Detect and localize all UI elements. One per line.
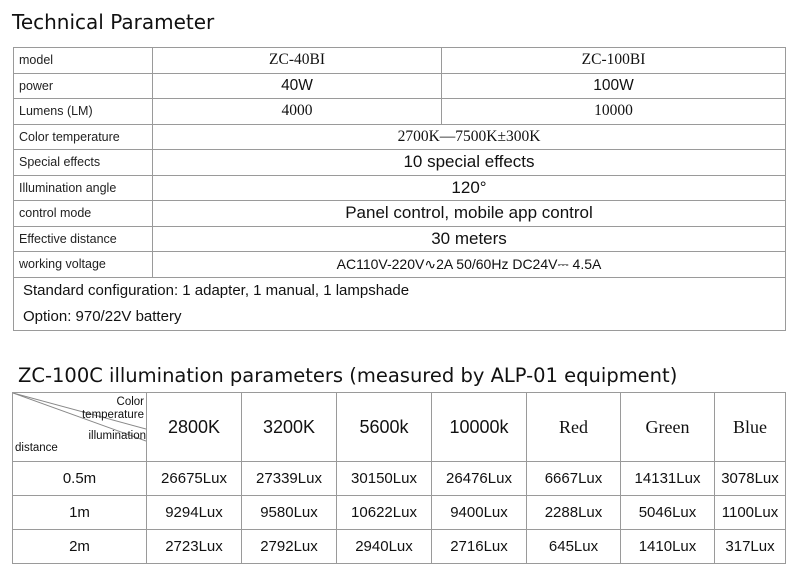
spec-value: 120° xyxy=(153,175,786,201)
table-cell: 317Lux xyxy=(715,530,786,564)
distance-cell: 0.5m xyxy=(13,462,147,496)
spec-label: Color temperature xyxy=(14,124,153,150)
table-cell: 2792Lux xyxy=(242,530,337,564)
column-header: 3200K xyxy=(242,393,337,462)
option-row xyxy=(14,304,786,331)
table-cell: 5046Lux xyxy=(621,496,715,530)
distance-cell: 2m xyxy=(13,530,147,564)
spec-row-color-temperature xyxy=(14,124,786,150)
corner-label-color-temperature: Color temperature xyxy=(81,396,144,421)
table-cell: 3078Lux xyxy=(715,462,786,496)
table-row xyxy=(13,496,786,530)
spec-row-working-voltage xyxy=(14,252,786,278)
column-header: 5600k xyxy=(337,393,432,462)
spec-label: Lumens (LM) xyxy=(14,99,153,125)
table-cell: 6667Lux xyxy=(527,462,621,496)
distance-cell: 1m xyxy=(13,496,147,530)
header-row xyxy=(13,393,786,462)
table-cell: 2288Lux xyxy=(527,496,621,530)
corner-label-distance: distance xyxy=(15,442,58,454)
table-row xyxy=(13,530,786,564)
spec-label: Special effects xyxy=(14,150,153,176)
section-title-illumination: ZC-100C illumination parameters (measured by ALP-01 equipment) xyxy=(18,364,678,387)
table-cell: 26675Lux xyxy=(147,462,242,496)
illumination-table xyxy=(12,392,786,564)
table-cell: 2723Lux xyxy=(147,530,242,564)
spec-label: working voltage xyxy=(14,252,153,278)
table-cell: 30150Lux xyxy=(337,462,432,496)
option: Option: 970/22V battery xyxy=(14,304,786,331)
spec-value-zc40: 4000 xyxy=(153,99,442,125)
spec-value-zc100: 10000 xyxy=(442,99,786,125)
column-header: Blue xyxy=(715,393,786,462)
corner-header-cell xyxy=(13,393,147,462)
column-header: 2800K xyxy=(147,393,242,462)
spec-value-zc100: 100W xyxy=(442,73,786,99)
spec-value: 2700K—7500K±300K xyxy=(153,124,786,150)
corner-label-illumination: illumination xyxy=(88,430,146,442)
standard-configuration-row xyxy=(14,277,786,304)
table-cell: 2716Lux xyxy=(432,530,527,564)
table-cell: 9294Lux xyxy=(147,496,242,530)
spec-row-lumens xyxy=(14,99,786,125)
technical-parameter-table xyxy=(13,47,786,331)
table-row xyxy=(13,462,786,496)
table-cell: 1100Lux xyxy=(715,496,786,530)
spec-row-power xyxy=(14,73,786,99)
spec-label: Illumination angle xyxy=(14,175,153,201)
column-header: 10000k xyxy=(432,393,527,462)
table-cell: 1410Lux xyxy=(621,530,715,564)
spec-value-zc100: ZC-100BI xyxy=(442,48,786,74)
spec-label: model xyxy=(14,48,153,74)
column-header: Red xyxy=(527,393,621,462)
spec-label: control mode xyxy=(14,201,153,227)
spec-row-effective-distance xyxy=(14,226,786,252)
spec-label: power xyxy=(14,73,153,99)
section-title-technical-parameter: Technical Parameter xyxy=(12,10,215,34)
table-cell: 9400Lux xyxy=(432,496,527,530)
table-cell: 645Lux xyxy=(527,530,621,564)
table-cell: 9580Lux xyxy=(242,496,337,530)
spec-value: 10 special effects xyxy=(153,150,786,176)
spec-row-model xyxy=(14,48,786,74)
table-cell: 10622Lux xyxy=(337,496,432,530)
spec-value-zc40: 40W xyxy=(153,73,442,99)
spec-value: 30 meters xyxy=(153,226,786,252)
standard-configuration: Standard configuration: 1 adapter, 1 manual, 1 lampshade xyxy=(14,277,786,304)
table-cell: 27339Lux xyxy=(242,462,337,496)
spec-row-illumination-angle xyxy=(14,175,786,201)
table-cell: 2940Lux xyxy=(337,530,432,564)
spec-row-control-mode xyxy=(14,201,786,227)
column-header: Green xyxy=(621,393,715,462)
spec-label: Effective distance xyxy=(14,226,153,252)
table-cell: 14131Lux xyxy=(621,462,715,496)
spec-value: AC110V-220V∿2A 50/60Hz DC24V⎓ 4.5A xyxy=(153,252,786,278)
spec-value: Panel control, mobile app control xyxy=(153,201,786,227)
spec-value-zc40: ZC-40BI xyxy=(153,48,442,74)
spec-row-special-effects xyxy=(14,150,786,176)
table-cell: 26476Lux xyxy=(432,462,527,496)
